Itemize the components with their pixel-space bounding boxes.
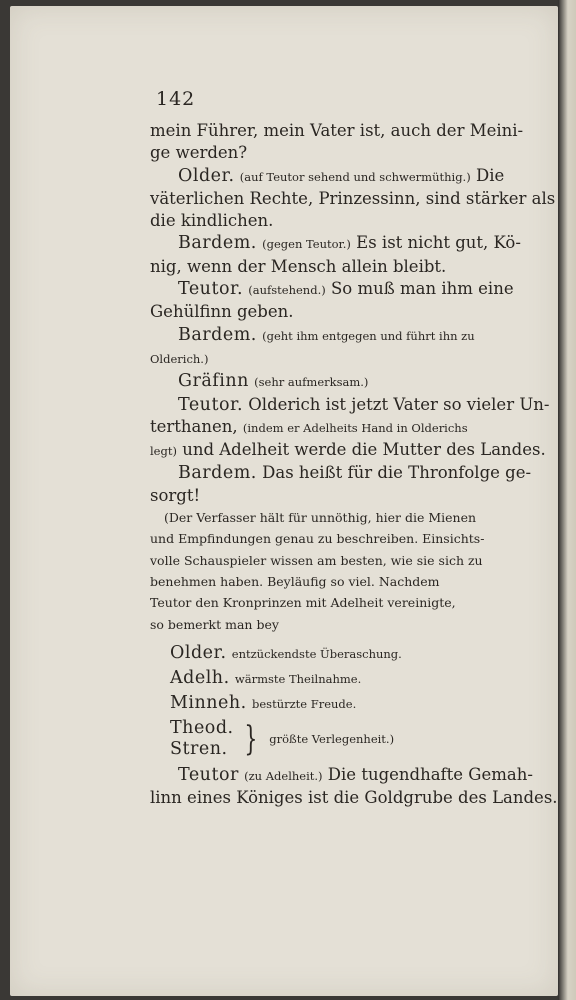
- reaction-text: entzückendste Überaschung.: [231, 646, 402, 661]
- text-line: sorgt!: [150, 485, 201, 505]
- speaker-name: Bardem.: [178, 324, 257, 345]
- text-line: väterlichen Rechte, Prinzessinn, sind stärker als: [150, 188, 556, 208]
- speaker-name: Minneh.: [170, 692, 247, 713]
- text-line: [150, 347, 530, 370]
- closing-dialogue: [150, 764, 558, 810]
- text-line: [150, 324, 530, 347]
- stage-direction: legt): [150, 444, 177, 459]
- speaker-name: Stren.: [170, 738, 228, 759]
- text-line: Gehülfinn geben.: [150, 302, 294, 322]
- note-line: benehmen haben. Beyläufig so viel. Nachdem: [150, 573, 440, 589]
- reaction-line: [150, 641, 530, 666]
- page-number: 142: [156, 88, 196, 110]
- stage-direction: (auf Teutor sehend und schwermüthig.): [239, 169, 471, 184]
- text-line: legt) und Adelheit werde die Mutter des Landes.: [150, 440, 546, 460]
- note-line: so bemerkt man bey: [150, 616, 279, 632]
- stage-direction: (indem er Adelheits Hand in Olderichs: [242, 420, 468, 435]
- curly-brace: }: [243, 718, 257, 759]
- speaker-name: Teutor: [178, 764, 239, 785]
- reaction-line: [150, 691, 530, 716]
- text-line: Teutor (zu Adelheit.) Die tugendhafte Gemah-: [178, 764, 533, 785]
- note-line: und Empfindungen genau zu beschreiben. Einsichts-: [150, 531, 485, 547]
- speaker-name: Bardem.: [178, 463, 257, 484]
- speaker-name: Older.: [170, 642, 227, 663]
- dialogue: [150, 120, 556, 507]
- text-line: Bardem. (gegen Teutor.) Es ist nicht gut, Kö-: [178, 233, 521, 254]
- brace-group: [150, 718, 530, 760]
- text-line: terthanen, (indem er Adelheits Hand in Olderichs: [150, 416, 468, 436]
- text-line: die kindlichen.: [150, 211, 274, 231]
- speaker-name: Bardem.: [178, 233, 257, 254]
- speaker-name: Theod.: [170, 717, 234, 738]
- stage-direction: (aufstehend.): [248, 283, 326, 298]
- text-line: Bardem. Das heißt für die Thronfolge ge-: [178, 463, 532, 484]
- stage-direction: (zu Adelheit.): [244, 768, 323, 783]
- speaker-name: Teutor.: [178, 279, 244, 300]
- brace-speakers: [170, 718, 234, 760]
- author-note: [150, 507, 530, 635]
- reaction-text: größte Verlegenheit.): [269, 731, 395, 746]
- stage-direction: Olderich.): [150, 351, 209, 366]
- text-line: mein Führer, mein Vater ist, auch der Meini-: [150, 121, 524, 140]
- text-line: Older. (auf Teutor sehend und schwermüthig.) Die: [178, 165, 505, 186]
- stage-direction: (geht ihm entgegen und führt ihn zu: [262, 328, 475, 343]
- speaker-name: Older.: [178, 165, 235, 186]
- note-line: Teutor den Kronprinzen mit Adelheit vereinigte,: [150, 595, 456, 611]
- speaker-name: Gräfinn: [178, 371, 249, 392]
- note-line: volle Schauspieler wissen am besten, wie sie sich zu: [150, 552, 483, 568]
- text-line: nig, wenn der Mensch allein bleibt.: [150, 256, 447, 276]
- text-line: [150, 370, 530, 393]
- stage-direction: (sehr aufmerksam.): [254, 375, 369, 390]
- stage-direction: (gegen Teutor.): [262, 237, 351, 252]
- speaker-name: Teutor.: [178, 394, 244, 415]
- speaker-name: Adelh.: [170, 667, 230, 688]
- note-line: (Der Verfasser hält für unnöthig, hier die Mienen: [164, 510, 477, 526]
- page-text: [150, 88, 558, 809]
- text-line: Teutor. Olderich ist jetzt Vater so vieler Un-: [178, 394, 550, 415]
- adjacent-page-edge: [558, 0, 576, 1000]
- reaction-list: [150, 641, 530, 716]
- reaction-text: bestürzte Freude.: [252, 696, 357, 711]
- reaction-text: wärmste Theilnahme.: [234, 671, 362, 686]
- text-line: linn eines Königes ist die Goldgrube des Landes.: [150, 788, 558, 808]
- text-line: ge werden?: [150, 143, 248, 163]
- reaction-line: [150, 666, 530, 691]
- text-line: Teutor. (aufstehend.) So muß man ihm eine: [178, 279, 514, 300]
